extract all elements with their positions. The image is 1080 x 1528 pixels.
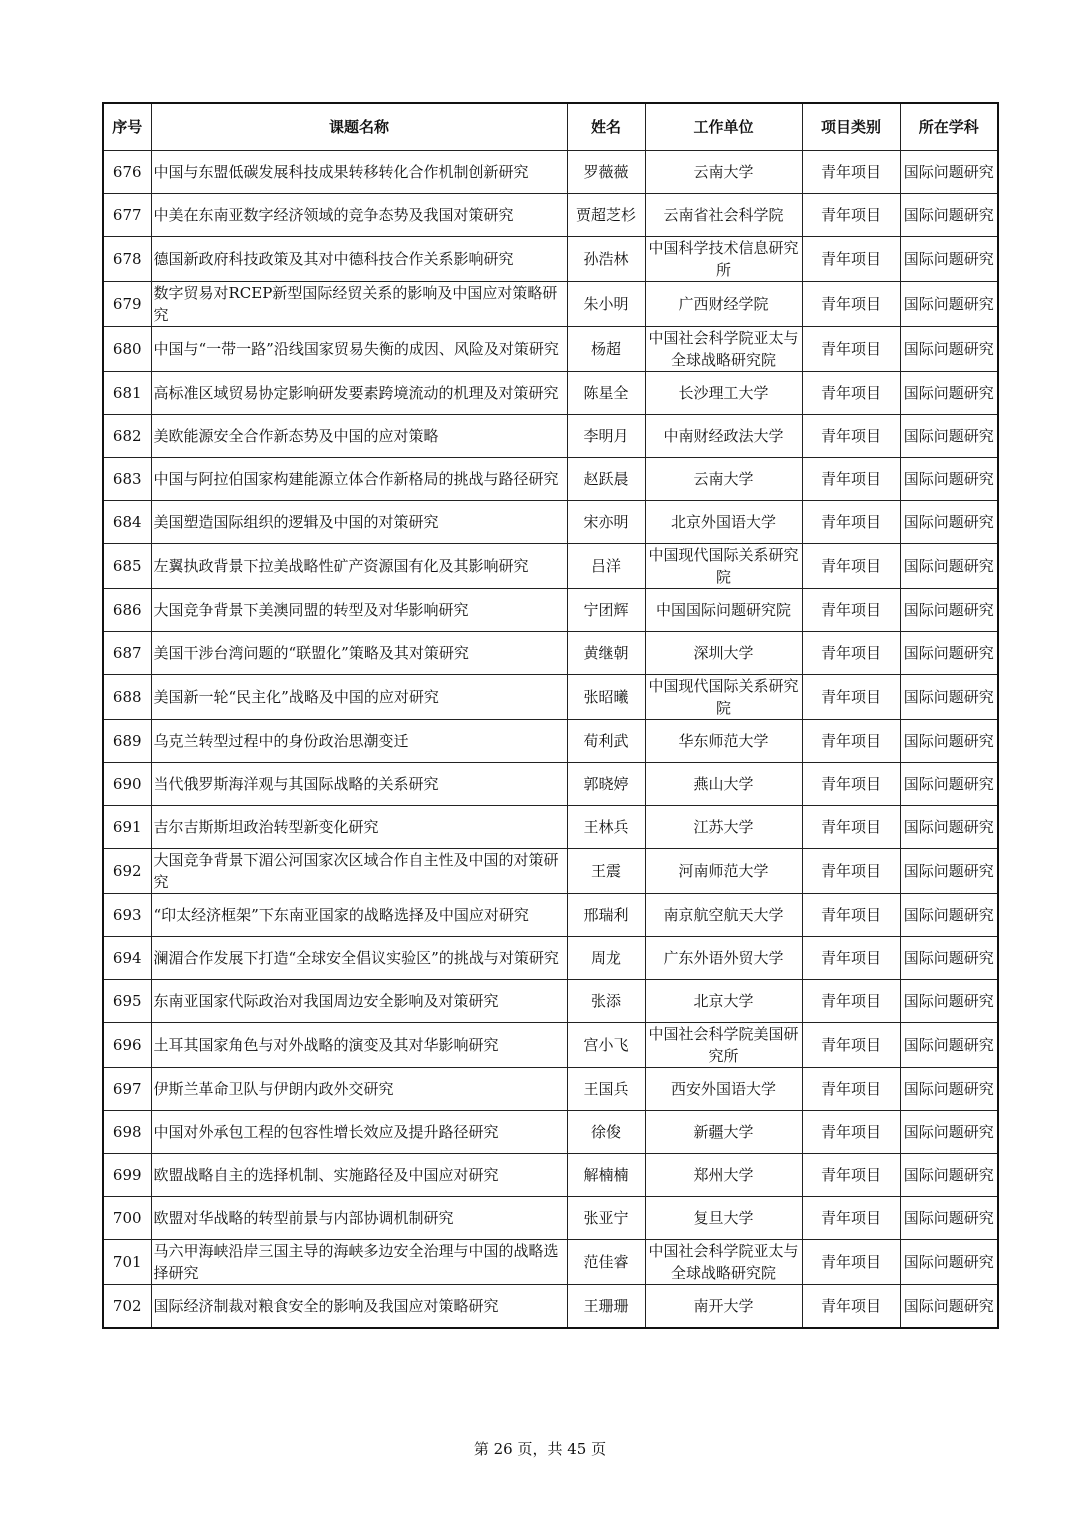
- header-type: 项目类别: [802, 103, 900, 151]
- cell-title: 左翼执政背景下拉美战略性矿产资源国有化及其影响研究: [151, 544, 567, 589]
- cell-subject: 国际问题研究: [900, 1197, 998, 1240]
- cell-title: 中国与阿拉伯国家构建能源立体合作新格局的挑战与路径研究: [151, 458, 567, 501]
- cell-type: 青年项目: [802, 501, 900, 544]
- cell-unit: 燕山大学: [645, 763, 802, 806]
- table-row: [103, 1240, 998, 1285]
- cell-type: 青年项目: [802, 980, 900, 1023]
- cell-no: 689: [103, 720, 151, 763]
- table-row: [103, 589, 998, 632]
- cell-type: 青年项目: [802, 151, 900, 194]
- cell-no: 693: [103, 894, 151, 937]
- table-row: [103, 544, 998, 589]
- cell-name: 宫小飞: [567, 1023, 645, 1068]
- cell-subject: 国际问题研究: [900, 675, 998, 720]
- cell-unit: 中国社会科学院美国研究所: [645, 1023, 802, 1068]
- cell-unit: 中国现代国际关系研究院: [645, 544, 802, 589]
- cell-name: 杨超: [567, 327, 645, 372]
- cell-name: 朱小明: [567, 282, 645, 327]
- cell-title: 美欧能源安全合作新态势及中国的应对策略: [151, 415, 567, 458]
- cell-name: 王国兵: [567, 1068, 645, 1111]
- cell-type: 青年项目: [802, 720, 900, 763]
- cell-unit: 长沙理工大学: [645, 372, 802, 415]
- cell-unit: 华东师范大学: [645, 720, 802, 763]
- table-row: [103, 458, 998, 501]
- cell-no: 685: [103, 544, 151, 589]
- cell-type: 青年项目: [802, 237, 900, 282]
- cell-name: 陈星全: [567, 372, 645, 415]
- cell-no: 691: [103, 806, 151, 849]
- cell-type: 青年项目: [802, 763, 900, 806]
- cell-no: 676: [103, 151, 151, 194]
- table-row: [103, 1154, 998, 1197]
- table-header: [103, 103, 998, 151]
- cell-no: 702: [103, 1285, 151, 1329]
- cell-title: 中国对外承包工程的包容性增长效应及提升路径研究: [151, 1111, 567, 1154]
- table-row: [103, 194, 998, 237]
- cell-type: 青年项目: [802, 415, 900, 458]
- cell-unit: 河南师范大学: [645, 849, 802, 894]
- cell-type: 青年项目: [802, 937, 900, 980]
- cell-name: 宋亦明: [567, 501, 645, 544]
- cell-title: 中国与“一带一路”沿线国家贸易失衡的成因、风险及对策研究: [151, 327, 567, 372]
- cell-name: 邢瑞利: [567, 894, 645, 937]
- cell-type: 青年项目: [802, 1068, 900, 1111]
- header-subject: 所在学科: [900, 103, 998, 151]
- cell-name: 王震: [567, 849, 645, 894]
- cell-title: 中美在东南亚数字经济领域的竞争态势及我国对策研究: [151, 194, 567, 237]
- cell-no: 682: [103, 415, 151, 458]
- table-row: [103, 501, 998, 544]
- cell-type: 青年项目: [802, 1240, 900, 1285]
- cell-subject: 国际问题研究: [900, 194, 998, 237]
- table-row: [103, 372, 998, 415]
- cell-name: 周龙: [567, 937, 645, 980]
- cell-unit: 广东外语外贸大学: [645, 937, 802, 980]
- cell-type: 青年项目: [802, 1154, 900, 1197]
- cell-name: 贾超芝杉: [567, 194, 645, 237]
- cell-name: 黄继朝: [567, 632, 645, 675]
- cell-unit: 复旦大学: [645, 1197, 802, 1240]
- page-footer: 第 26 页，共 45 页: [473, 1440, 607, 1458]
- cell-unit: 中南财经政法大学: [645, 415, 802, 458]
- cell-name: 吕洋: [567, 544, 645, 589]
- cell-name: 王珊珊: [567, 1285, 645, 1329]
- cell-name: 宁团辉: [567, 589, 645, 632]
- table-row: [103, 327, 998, 372]
- cell-name: 郭晓婷: [567, 763, 645, 806]
- cell-subject: 国际问题研究: [900, 1111, 998, 1154]
- cell-subject: 国际问题研究: [900, 806, 998, 849]
- cell-unit: 深圳大学: [645, 632, 802, 675]
- cell-no: 700: [103, 1197, 151, 1240]
- cell-type: 青年项目: [802, 1111, 900, 1154]
- cell-no: 687: [103, 632, 151, 675]
- cell-title: 欧盟战略自主的选择机制、实施路径及中国应对研究: [151, 1154, 567, 1197]
- table-row: [103, 937, 998, 980]
- cell-unit: 西安外国语大学: [645, 1068, 802, 1111]
- cell-name: 张亚宁: [567, 1197, 645, 1240]
- cell-unit: 南京航空航天大学: [645, 894, 802, 937]
- cell-name: 王林兵: [567, 806, 645, 849]
- cell-subject: 国际问题研究: [900, 1068, 998, 1111]
- cell-type: 青年项目: [802, 544, 900, 589]
- cell-title: 美国干涉台湾问题的“联盟化”策略及其对策研究: [151, 632, 567, 675]
- table-row: [103, 763, 998, 806]
- table-row: [103, 151, 998, 194]
- cell-name: 荀利武: [567, 720, 645, 763]
- cell-no: 677: [103, 194, 151, 237]
- cell-type: 青年项目: [802, 1285, 900, 1329]
- cell-subject: 国际问题研究: [900, 544, 998, 589]
- cell-unit: 云南大学: [645, 458, 802, 501]
- cell-subject: 国际问题研究: [900, 237, 998, 282]
- cell-type: 青年项目: [802, 327, 900, 372]
- cell-subject: 国际问题研究: [900, 720, 998, 763]
- cell-subject: 国际问题研究: [900, 763, 998, 806]
- cell-unit: 中国社会科学院亚太与全球战略研究院: [645, 1240, 802, 1285]
- table-row: [103, 720, 998, 763]
- cell-no: 698: [103, 1111, 151, 1154]
- cell-title: 中国与东盟低碳发展科技成果转移转化合作机制创新研究: [151, 151, 567, 194]
- cell-name: 赵跃晨: [567, 458, 645, 501]
- cell-no: 678: [103, 237, 151, 282]
- cell-no: 692: [103, 849, 151, 894]
- table-row: [103, 1285, 998, 1329]
- table-row: [103, 806, 998, 849]
- cell-title: 伊斯兰革命卫队与伊朗内政外交研究: [151, 1068, 567, 1111]
- cell-no: 696: [103, 1023, 151, 1068]
- cell-title: 土耳其国家角色与对外战略的演变及其对华影响研究: [151, 1023, 567, 1068]
- cell-no: 686: [103, 589, 151, 632]
- cell-no: 694: [103, 937, 151, 980]
- cell-title: 当代俄罗斯海洋观与其国际战略的关系研究: [151, 763, 567, 806]
- cell-title: 东南亚国家代际政治对我国周边安全影响及对策研究: [151, 980, 567, 1023]
- cell-subject: 国际问题研究: [900, 501, 998, 544]
- cell-subject: 国际问题研究: [900, 458, 998, 501]
- cell-subject: 国际问题研究: [900, 1154, 998, 1197]
- cell-type: 青年项目: [802, 1197, 900, 1240]
- cell-subject: 国际问题研究: [900, 415, 998, 458]
- cell-title: 美国新一轮“民主化”战略及中国的应对研究: [151, 675, 567, 720]
- cell-subject: 国际问题研究: [900, 632, 998, 675]
- cell-subject: 国际问题研究: [900, 1023, 998, 1068]
- cell-name: 李明月: [567, 415, 645, 458]
- cell-unit: 中国科学技术信息研究所: [645, 237, 802, 282]
- cell-unit: 云南省社会科学院: [645, 194, 802, 237]
- cell-subject: 国际问题研究: [900, 372, 998, 415]
- cell-no: 701: [103, 1240, 151, 1285]
- table-body: [103, 151, 998, 1329]
- table-row: [103, 675, 998, 720]
- table-row: [103, 415, 998, 458]
- cell-no: 699: [103, 1154, 151, 1197]
- cell-unit: 中国现代国际关系研究院: [645, 675, 802, 720]
- cell-name: 徐俊: [567, 1111, 645, 1154]
- cell-type: 青年项目: [802, 806, 900, 849]
- cell-type: 青年项目: [802, 894, 900, 937]
- cell-unit: 新疆大学: [645, 1111, 802, 1154]
- cell-unit: 郑州大学: [645, 1154, 802, 1197]
- cell-subject: 国际问题研究: [900, 849, 998, 894]
- header-row: [103, 103, 998, 151]
- cell-unit: 北京外国语大学: [645, 501, 802, 544]
- cell-subject: 国际问题研究: [900, 1240, 998, 1285]
- table-row: [103, 1068, 998, 1111]
- cell-subject: 国际问题研究: [900, 894, 998, 937]
- cell-title: 大国竞争背景下湄公河国家次区域合作自主性及中国的对策研究: [151, 849, 567, 894]
- table-row: [103, 282, 998, 327]
- cell-title: 马六甲海峡沿岸三国主导的海峡多边安全治理与中国的战略选择研究: [151, 1240, 567, 1285]
- cell-type: 青年项目: [802, 458, 900, 501]
- table-row: [103, 894, 998, 937]
- cell-subject: 国际问题研究: [900, 980, 998, 1023]
- cell-type: 青年项目: [802, 849, 900, 894]
- cell-subject: 国际问题研究: [900, 151, 998, 194]
- cell-subject: 国际问题研究: [900, 282, 998, 327]
- cell-no: 697: [103, 1068, 151, 1111]
- table-row: [103, 1023, 998, 1068]
- header-no: 序号: [103, 103, 151, 151]
- cell-type: 青年项目: [802, 675, 900, 720]
- cell-no: 684: [103, 501, 151, 544]
- cell-unit: 北京大学: [645, 980, 802, 1023]
- cell-no: 695: [103, 980, 151, 1023]
- cell-unit: 中国社会科学院亚太与全球战略研究院: [645, 327, 802, 372]
- cell-title: 国际经济制裁对粮食安全的影响及我国应对策略研究: [151, 1285, 567, 1329]
- table-row: [103, 980, 998, 1023]
- cell-title: 乌克兰转型过程中的身份政治思潮变迁: [151, 720, 567, 763]
- cell-name: 孙浩林: [567, 237, 645, 282]
- cell-subject: 国际问题研究: [900, 1285, 998, 1329]
- cell-title: 德国新政府科技政策及其对中德科技合作关系影响研究: [151, 237, 567, 282]
- cell-subject: 国际问题研究: [900, 327, 998, 372]
- project-table: [102, 102, 999, 1329]
- table-row: [103, 849, 998, 894]
- cell-no: 690: [103, 763, 151, 806]
- cell-unit: 中国国际问题研究院: [645, 589, 802, 632]
- cell-title: 数字贸易对RCEP新型国际经贸关系的影响及中国应对策略研究: [151, 282, 567, 327]
- cell-title: 高标准区域贸易协定影响研发要素跨境流动的机理及对策研究: [151, 372, 567, 415]
- cell-type: 青年项目: [802, 1023, 900, 1068]
- cell-no: 688: [103, 675, 151, 720]
- cell-no: 683: [103, 458, 151, 501]
- header-unit: 工作单位: [645, 103, 802, 151]
- cell-name: 张添: [567, 980, 645, 1023]
- cell-no: 679: [103, 282, 151, 327]
- table-row: [103, 1197, 998, 1240]
- cell-title: “印太经济框架”下东南亚国家的战略选择及中国应对研究: [151, 894, 567, 937]
- table-row: [103, 237, 998, 282]
- cell-title: 美国塑造国际组织的逻辑及中国的对策研究: [151, 501, 567, 544]
- cell-title: 欧盟对华战略的转型前景与内部协调机制研究: [151, 1197, 567, 1240]
- cell-unit: 江苏大学: [645, 806, 802, 849]
- cell-unit: 广西财经学院: [645, 282, 802, 327]
- cell-name: 罗薇薇: [567, 151, 645, 194]
- cell-type: 青年项目: [802, 589, 900, 632]
- cell-type: 青年项目: [802, 282, 900, 327]
- cell-type: 青年项目: [802, 372, 900, 415]
- table-row: [103, 1111, 998, 1154]
- cell-unit: 云南大学: [645, 151, 802, 194]
- cell-name: 张昭曦: [567, 675, 645, 720]
- cell-type: 青年项目: [802, 632, 900, 675]
- cell-title: 大国竞争背景下美澳同盟的转型及对华影响研究: [151, 589, 567, 632]
- cell-name: 解楠楠: [567, 1154, 645, 1197]
- cell-subject: 国际问题研究: [900, 589, 998, 632]
- cell-title: 澜湄合作发展下打造“全球安全倡议实验区”的挑战与对策研究: [151, 937, 567, 980]
- cell-title: 吉尔吉斯斯坦政治转型新变化研究: [151, 806, 567, 849]
- cell-no: 680: [103, 327, 151, 372]
- cell-type: 青年项目: [802, 194, 900, 237]
- cell-subject: 国际问题研究: [900, 937, 998, 980]
- header-name: 姓名: [567, 103, 645, 151]
- cell-unit: 南开大学: [645, 1285, 802, 1329]
- cell-no: 681: [103, 372, 151, 415]
- header-title: 课题名称: [151, 103, 567, 151]
- cell-name: 范佳睿: [567, 1240, 645, 1285]
- table-row: [103, 632, 998, 675]
